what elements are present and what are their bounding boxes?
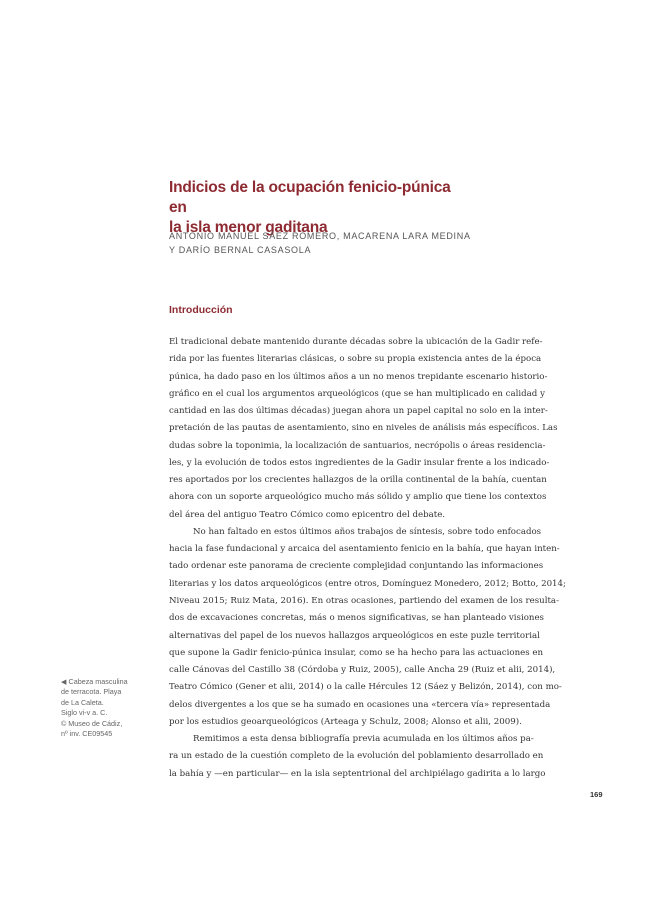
text-line: hacia la fase fundacional y arcaica del asentamiento fenicio en la bahía, que hayan inten- <box>169 544 560 555</box>
article-title-line: Indicios de la ocupación fenicio-púnica en <box>169 179 451 216</box>
text-line: la bahía y —en particular— en la isla septentrional del archipiélago gadirita a lo largo <box>169 768 546 779</box>
text-line: Niveau 2015; Ruiz Mata, 2016). En otras ocasiones, partiendo del examen de los resulta- <box>169 595 559 606</box>
caption-line: de La Caleta. <box>61 697 104 707</box>
text-line: No han faltado en estos últimos años trabajos de síntesis, sobre todo enfocados <box>193 526 542 537</box>
text-line: alternativas del papel de los nuevos hallazgos arqueológicos en este puzle territorial <box>169 630 540 641</box>
text-line: delos divergentes a los que se ha sumado en ocasiones una «tercera vía» representada <box>169 699 551 710</box>
text-line: por los estudios geoarqueológicos (Arteaga y Schulz, 2008; Alonso et alii, 2009). <box>169 716 522 727</box>
text-line: res aportados por los crecientes hallazgos de la orilla continental de la bahía, cuentan <box>169 475 547 486</box>
text-line: calle Cánovas del Castillo 38 (Córdoba y Ruiz, 2005), calle Ancha 29 (Ruiz et alii, 2014), <box>169 665 556 676</box>
article-authors <box>169 230 489 257</box>
caption-line: Siglo vi-v a. C. <box>61 708 108 718</box>
article-title-line: la isla menor gaditana <box>169 219 328 236</box>
text-line: Teatro Cómico (Gener et alii, 2014) o la calle Hércules 12 (Sáez y Belizón, 2014), con mo- <box>169 682 562 693</box>
text-line: ra un estado de la cuestión completo de la evolución del poblamiento desarrollado en <box>169 751 544 762</box>
figure-caption <box>61 677 141 739</box>
text-line: que supone la Gadir fenicio-púnica insular, como se ha hecho para las actuaciones en <box>169 647 544 658</box>
text-line: cantidad en las dos últimas décadas) juegan ahora un papel capital no solo en la inter- <box>169 406 548 417</box>
caption-line: nº inv. CE09545 <box>61 729 113 739</box>
page-number: 169 <box>590 790 603 799</box>
text-line: tado ordenar este panorama de creciente complejidad conjuntando las informaciones <box>169 561 544 572</box>
text-line: gráfico en el cual los argumentos arqueológicos (que se han multiplicado en calidad y <box>169 388 545 399</box>
text-line: púnica, ha dado paso en los últimos años a un no menos trepidante escenario historio- <box>169 371 548 382</box>
text-line: les, y la evolución de todos estos ingredientes de la Gadir insular frente a los indicado- <box>169 457 550 468</box>
body-text <box>169 334 566 783</box>
authors-line: ANTONIO MANUEL SÁEZ ROMERO, MACARENA LARA MEDINA <box>169 231 471 241</box>
text-line: pretación de las pautas de asentamiento, sino en niveles de análisis más específicos. Las <box>169 423 558 434</box>
text-line: El tradicional debate mantenido durante décadas sobre la ubicación de la Gadir refe- <box>169 337 543 347</box>
text-line: Remitimos a esta densa bibliografía previa acumulada en los últimos años pa- <box>193 734 534 745</box>
caption-line: ◀ Cabeza masculina <box>61 677 128 686</box>
text-line: ahora con un soporte arqueológico mucho más sólido y amplio que tiene los contextos <box>169 492 547 503</box>
text-line: rida por las fuentes literarias clásicas, o sobre su propia existencia antes de la época <box>169 354 542 365</box>
caption-line: © Museo de Cádiz, <box>61 718 123 728</box>
caption-line: de terracota. Playa <box>61 687 122 697</box>
text-line: literarias y los datos arqueológicos (entre otros, Domínguez Monedero, 2012; Botto, 2014; <box>169 578 566 589</box>
article-title <box>169 178 469 238</box>
text-line: del área del antiguo Teatro Cómico como epicentro del debate. <box>169 509 446 520</box>
text-line: dos de excavaciones concretas, más o menos significativas, se han planteado visiones <box>169 613 544 624</box>
text-line: dudas sobre la toponimia, la localización de santuarios, necrópolis o áreas residencia- <box>169 440 546 451</box>
authors-line: Y DARÍO BERNAL CASASOLA <box>169 244 312 255</box>
section-heading: Introducción <box>169 304 233 316</box>
